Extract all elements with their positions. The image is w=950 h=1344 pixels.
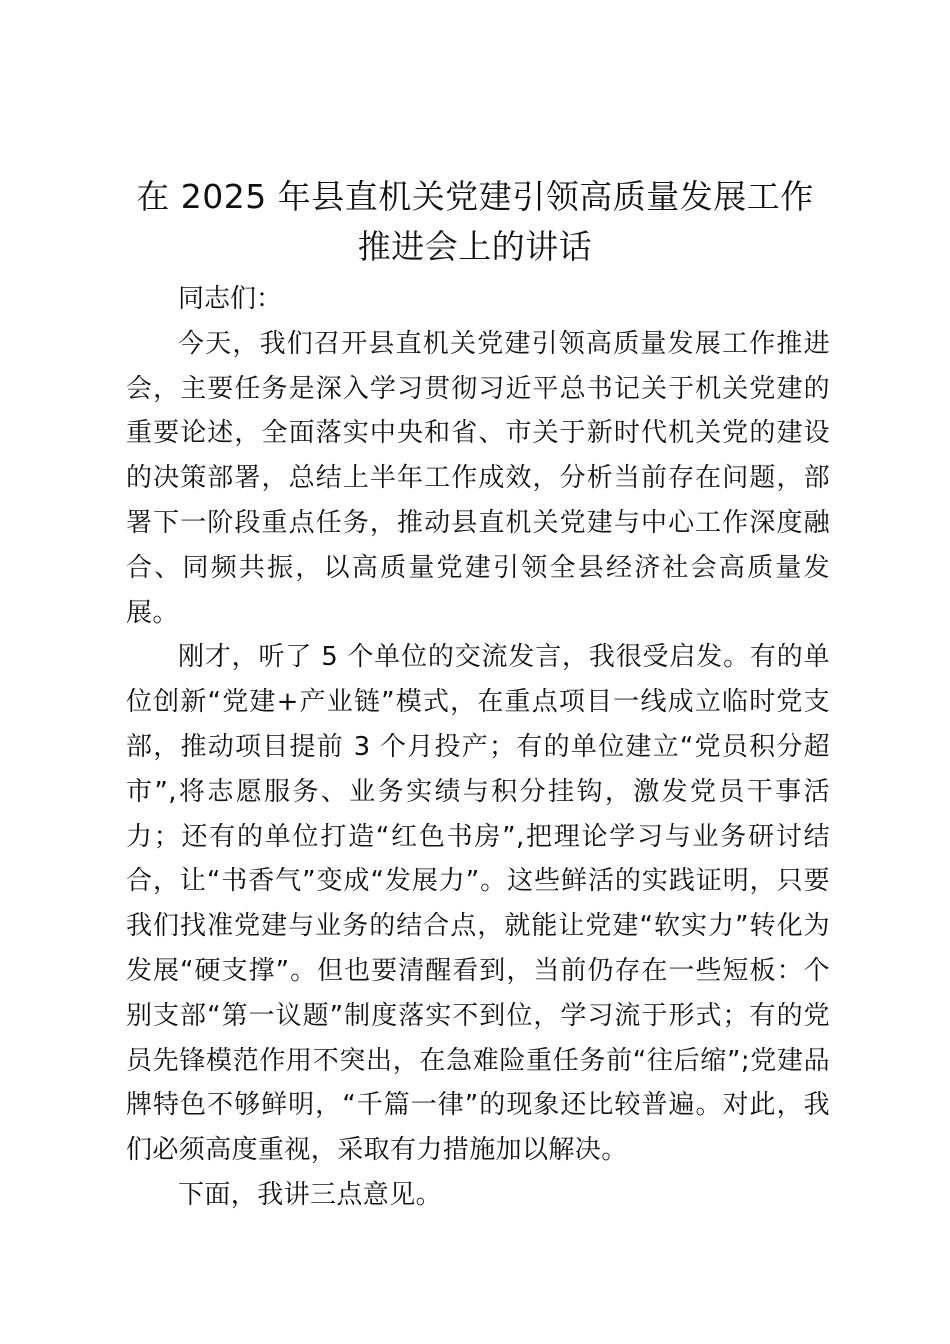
greeting: 同志们： [178,284,283,314]
paragraph-intro: 今天，我们召开县直机关党建引领高质量发展工作推进会，主要任务是深入学习贯彻习近平总书记关于机关党建的重要论述，全面落实中央和省、市关于新时代机关党的建设的决策部署，总结上半年工作成效，分析当前存在问题，部署下一阶段重点任务，推动县直机关党建与中心工作深度融合、同频共振，以高质量党建引领全县经济社会高质量发展。 [126,328,830,628]
title-line-2: 推进会上的讲话 [357,227,593,266]
document-body [126,277,830,1218]
document-title [120,172,830,272]
title-line-1: 在 2025 年县直机关党建引领高质量发展工作 [136,177,814,216]
paragraph-transition: 下面，我讲三点意见。 [178,1179,443,1210]
paragraph-review: 刚才，听了 5 个单位的交流发言，我很受启发。有的单位创新“党建+产业链”模式，在重点项目一线成立临时党支部，推动项目提前 3 个月投产；有的单位建立“党员积分超市”,将志愿服务、业务实绩与积分挂钩，激发党员干事活力；还有的单位打造“红色书房”,把理论学习与业务研讨结合，让“书香气”变成“发展力”。这些鲜活的实践证明，只要我们找准党建与业务的结合点，就能让党建“软实力”转化为发展“硬支撑”。但也要清醒看到，当前仍存在一些短板：个别支部“第一议题”制度落实不到位，学习流于形式；有的党员先锋模范作用不突出，在急难险重任务前“往后缩”;党建品牌特色不够鲜明，“千篇一律”的现象还比较普遍。对此，我们必须高度重视，采取有力措施加以解决。 [126,642,830,1166]
